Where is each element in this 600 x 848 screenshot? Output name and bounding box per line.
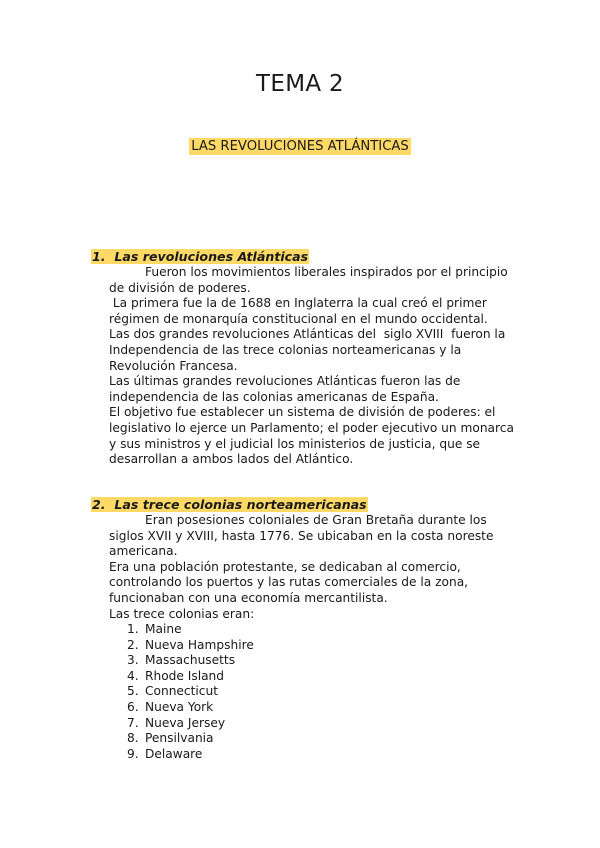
section-2-number: 2. (92, 497, 106, 512)
text-line: de división de poderes. (109, 280, 251, 295)
text-line: funcionaban con una economía mercantilista. (109, 590, 388, 605)
text-line: controlando los puertos y las rutas comerciales de la zona, (109, 575, 469, 590)
colonies-list (109, 622, 254, 762)
text-line: siglos XVII y XVIII, hasta 1776. Se ubicaban en la costa noreste (109, 528, 494, 543)
text-line: El objetivo fue establecer un sistema de división de poderes: el (109, 405, 496, 420)
text-line: Fueron los movimientos liberales inspirados por el principio (145, 265, 508, 279)
subtitle-wrap (0, 135, 600, 155)
text-line: americana. (109, 544, 178, 559)
list-item: 2. Nueva Hampshire (127, 637, 254, 652)
page-subtitle: LAS REVOLUCIONES ATLÁNTICAS (191, 139, 409, 154)
section-2-body (109, 513, 539, 622)
text-line: independencia de las colonias americanas de España. (109, 389, 439, 404)
text-line: régimen de monarquía constitucional en el mundo occidental. (109, 311, 488, 326)
section-1-heading (91, 249, 309, 264)
section-2-title: Las trece colonias norteamericanas (114, 497, 367, 512)
text-line: desarrollan a ambos lados del Atlántico. (109, 452, 354, 467)
text-line: y sus ministros y el judicial los ministerios de justicia, que se (109, 436, 481, 451)
list-item: 7. Nueva Jersey (127, 715, 226, 730)
text-line: Independencia de las trece colonias norteamericanas y la (109, 342, 462, 357)
text-line: La primera fue la de 1688 en Inglaterra la cual creó el primer (109, 296, 487, 311)
text-line: Las dos grandes revoluciones Atlánticas del siglo XVIII fueron la (109, 327, 506, 342)
text-line: legislativo lo ejerce un Parlamento; el poder ejecutivo un monarca (109, 420, 514, 435)
section-1-title: Las revoluciones Atlánticas (114, 249, 309, 264)
page-title: TEMA 2 (256, 71, 344, 97)
text-line: Las trece colonias eran: (109, 606, 255, 621)
list-item: 5. Connecticut (127, 684, 218, 699)
text-line: Revolución Francesa. (109, 358, 238, 373)
list-item: 4. Rhode Island (127, 668, 225, 683)
text-line: Era una población protestante, se dedicaban al comercio, (109, 559, 461, 574)
text-line: Las últimas grandes revoluciones Atlánticas fueron las de (109, 374, 461, 389)
section-2-heading (91, 497, 368, 512)
text-line: Eran posesiones coloniales de Gran Bretaña durante los (145, 513, 487, 527)
section-1-body (109, 265, 539, 468)
list-item: 6. Nueva York (127, 699, 214, 714)
section-1-number: 1. (92, 249, 106, 264)
list-item: 3. Massachusetts (127, 653, 236, 668)
list-item: 8. Pensilvania (127, 731, 214, 746)
list-item: 1. Maine (127, 622, 182, 636)
list-item: 9. Delaware (127, 746, 203, 761)
